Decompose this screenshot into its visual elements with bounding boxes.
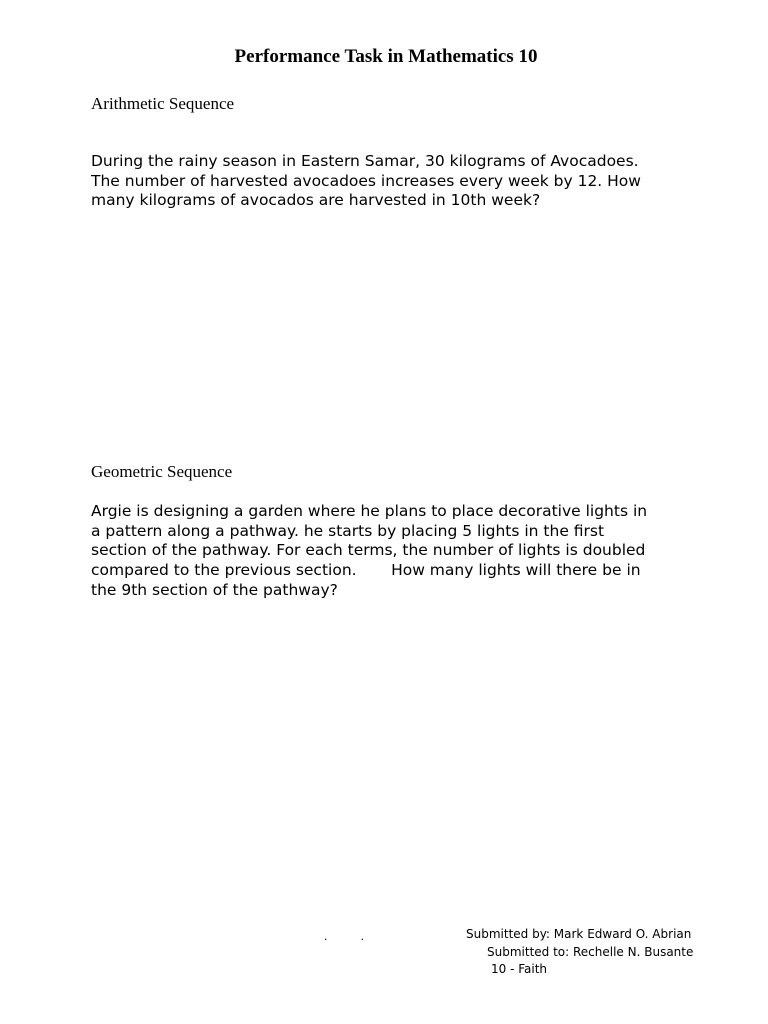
- geometric-problem-line: a pattern along a pathway. he starts by placing 5 lights in the first: [91, 521, 605, 540]
- geometric-problem-line: section of the pathway. For each terms, the number of lights is doubled: [91, 541, 646, 560]
- submitted-to-line: Submitted to: Rechelle N. Busante: [487, 945, 694, 959]
- arithmetic-problem-line: During the rainy season in Eastern Samar, 30 kilograms of Avocadoes.: [91, 152, 639, 170]
- geometric-problem-line: the 9th section of the pathway?: [91, 580, 338, 599]
- geometric-problem-line: compared to the previous section. How many lights will there be in: [91, 561, 641, 580]
- arithmetic-problem-text: [91, 152, 691, 211]
- arithmetic-sequence-heading: Arithmetic Sequence: [91, 94, 235, 113]
- geometric-problem-text: [91, 502, 691, 601]
- footer-dots: . .: [324, 929, 365, 943]
- submitted-by-line: Submitted by: Mark Edward O. Abrian: [466, 927, 692, 941]
- geometric-sequence-heading: Geometric Sequence: [91, 462, 233, 481]
- geometric-problem-line: Argie is designing a garden where he plans to place decorative lights in: [91, 502, 648, 520]
- arithmetic-problem-line: The number of harvested avocadoes increases every week by 12. How: [91, 171, 641, 190]
- page-title: Performance Task in Mathematics 10: [234, 46, 538, 67]
- arithmetic-problem-line: many kilograms of avocados are harvested in 10th week?: [91, 191, 541, 210]
- class-section-line: 10 - Faith: [491, 962, 548, 976]
